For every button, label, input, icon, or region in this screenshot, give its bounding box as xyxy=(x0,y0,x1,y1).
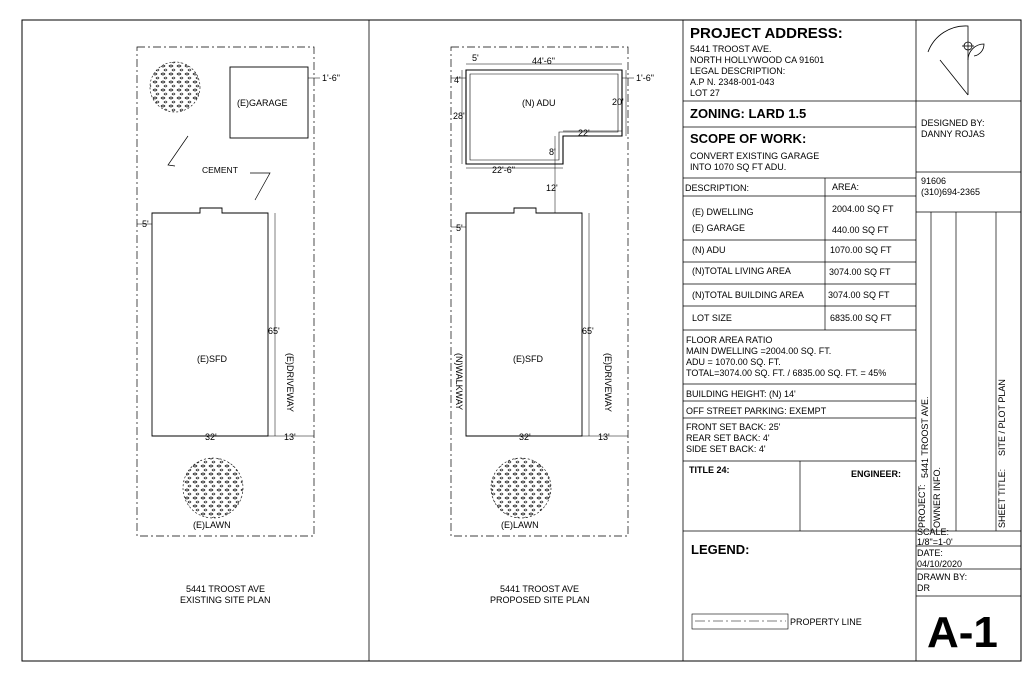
existing-sfd xyxy=(152,208,268,436)
address-line: LEGAL DESCRIPTION: xyxy=(690,66,786,76)
project-value: 5441 TROOST AVE. xyxy=(920,396,930,478)
existing-plan-title-1: 5441 TROOST AVE xyxy=(186,584,266,594)
proposed-side-setback: 5' xyxy=(456,223,463,233)
existing-garage-setback: 1'-6" xyxy=(322,73,340,83)
designer-zip: 91606 xyxy=(921,176,947,186)
proposed-dim-right-depth: 20' xyxy=(612,97,624,107)
scope-line: INTO 1070 SQ FT ADU. xyxy=(690,162,787,172)
proposed-adu-outline xyxy=(466,70,622,164)
parking: OFF STREET PARKING: EXEMPT xyxy=(686,406,827,416)
scope-line: CONVERT EXISTING GARAGE xyxy=(690,151,820,161)
designer-logo xyxy=(928,26,984,95)
existing-garage-label: (E)GARAGE xyxy=(237,98,288,108)
proposed-tree-lawn xyxy=(491,458,551,518)
drawn-by-value: DR xyxy=(917,583,930,593)
proposed-driveway-label: (E)DRIVEWAY xyxy=(603,353,613,413)
existing-sfd-length: 65' xyxy=(268,326,280,336)
table-header-area: AREA: xyxy=(832,182,860,192)
scale-value: 1/8"=1-0' xyxy=(917,537,953,547)
proposed-dim-step: 8' xyxy=(549,147,556,157)
far-line: ADU = 1070.00 SQ. FT. xyxy=(686,357,781,367)
existing-sfd-label: (E)SFD xyxy=(197,354,227,364)
address-line: LOT 27 xyxy=(690,88,720,98)
proposed-dim-top-offset: 5' xyxy=(472,53,479,63)
existing-plan-title-2: EXISTING SITE PLAN xyxy=(180,595,271,605)
existing-cement-label: CEMENT xyxy=(202,165,238,175)
date-label: DATE: xyxy=(917,548,943,558)
building-height: BUILDING HEIGHT: (N) 14' xyxy=(686,389,796,399)
legend-heading: LEGEND: xyxy=(691,542,750,557)
setback-line: FRONT SET BACK: 25' xyxy=(686,422,781,432)
owner-info-label: OWNER INFO. xyxy=(932,467,942,528)
table-row-area: 1070.00 SQ FT xyxy=(830,245,892,255)
table-row-area: 3074.00 SQ FT xyxy=(828,290,890,300)
existing-site-plan xyxy=(137,47,320,536)
table-row-desc: LOT SIZE xyxy=(692,313,732,323)
existing-side-setback: 5' xyxy=(142,219,149,229)
drawn-by-label: DRAWN BY: xyxy=(917,572,968,582)
proposed-dim-notch: 22' xyxy=(578,128,590,138)
address-line: 5441 TROOST AVE. xyxy=(690,44,772,54)
proposed-sfd-width: 32' xyxy=(519,432,531,442)
scale-label: SCALE: xyxy=(917,527,950,537)
proposed-adu-label: (N) ADU xyxy=(522,98,556,108)
date-value: 04/10/2020 xyxy=(917,559,963,569)
address-line: NORTH HOLLYWOOD CA 91601 xyxy=(690,55,825,65)
title24-label: TITLE 24: xyxy=(689,465,730,475)
table-row-area: 6835.00 SQ FT xyxy=(830,313,892,323)
table-row-area: 2004.00 SQ FT xyxy=(832,204,894,214)
zoning-label: ZONING: LARD 1.5 xyxy=(690,106,807,121)
existing-driveway-width: 13' xyxy=(284,432,296,442)
designer-name: DANNY ROJAS xyxy=(921,129,985,139)
address-line: A.P N. 2348-001-043 xyxy=(690,77,775,87)
proposed-dim-separation: 12' xyxy=(546,183,558,193)
legend-property-line-label: PROPERTY LINE xyxy=(790,617,862,627)
far-line: FLOOR AREA RATIO xyxy=(686,335,773,345)
proposed-dim-adu-width: 44'-6" xyxy=(532,56,555,66)
far-line: TOTAL=3074.00 SQ. FT. / 6835.00 SQ. FT. = 45% xyxy=(686,368,887,378)
proposed-walkway-label: (N)WALKWAY xyxy=(454,353,464,411)
table-row-desc: (E) DWELLING xyxy=(692,207,754,217)
proposed-lawn-label: (E)LAWN xyxy=(501,520,539,530)
designer-phone: (310)694-2365 xyxy=(921,187,981,197)
engineer-label: ENGINEER: xyxy=(851,469,902,479)
sheet-title-label: SHEET TITLE: xyxy=(997,468,1007,528)
proposed-dim-bottom: 22'-6" xyxy=(492,165,515,175)
proposed-sfd-label: (E)SFD xyxy=(513,354,543,364)
table-row-desc: (E) GARAGE xyxy=(692,223,746,233)
proposed-dim-side: 4' xyxy=(454,75,461,85)
proposed-property-line xyxy=(451,47,628,536)
project-address-heading: PROJECT ADDRESS: xyxy=(690,25,843,42)
existing-lawn-label: (E)LAWN xyxy=(193,520,231,530)
proposed-plan-title-1: 5441 TROOST AVE xyxy=(500,584,580,594)
table-row-area: 3074.00 SQ FT xyxy=(829,267,891,277)
table-row-desc: (N)TOTAL LIVING AREA xyxy=(692,266,791,276)
table-row-area: 440.00 SQ FT xyxy=(832,225,889,235)
proposed-sfd xyxy=(466,208,582,436)
legend-swatch xyxy=(692,614,788,629)
designed-by-label: DESIGNED BY: xyxy=(921,118,985,128)
existing-driveway-label: (E)DRIVEWAY xyxy=(285,353,295,413)
scope-heading: SCOPE OF WORK: xyxy=(690,131,807,146)
proposed-plan-title-2: PROPOSED SITE PLAN xyxy=(490,595,590,605)
proposed-sfd-length: 65' xyxy=(582,326,594,336)
existing-tree-top xyxy=(150,62,200,112)
proposed-dim-adu-depth: 28' xyxy=(453,111,465,121)
sheet-title-value: SITE / PLOT PLAN xyxy=(997,379,1007,456)
project-label: PROJECT: xyxy=(917,484,927,528)
table-header-description: DESCRIPTION: xyxy=(685,183,750,193)
table-row-desc: (N) ADU xyxy=(692,245,726,255)
sheet-number: A-1 xyxy=(927,608,998,657)
setback-line: SIDE SET BACK: 4' xyxy=(686,444,766,454)
existing-tree-lawn xyxy=(183,458,243,518)
setback-line: REAR SET BACK: 4' xyxy=(686,433,770,443)
far-line: MAIN DWELLING =2004.00 SQ. FT. xyxy=(686,346,832,356)
proposed-driveway-width: 13' xyxy=(598,432,610,442)
proposed-dim-rear-setback: 1'-6" xyxy=(636,73,654,83)
existing-sfd-width: 32' xyxy=(205,432,217,442)
table-row-desc: (N)TOTAL BUILDING AREA xyxy=(692,290,804,300)
proposed-site-plan xyxy=(451,47,634,536)
sheet-border xyxy=(22,20,1021,661)
